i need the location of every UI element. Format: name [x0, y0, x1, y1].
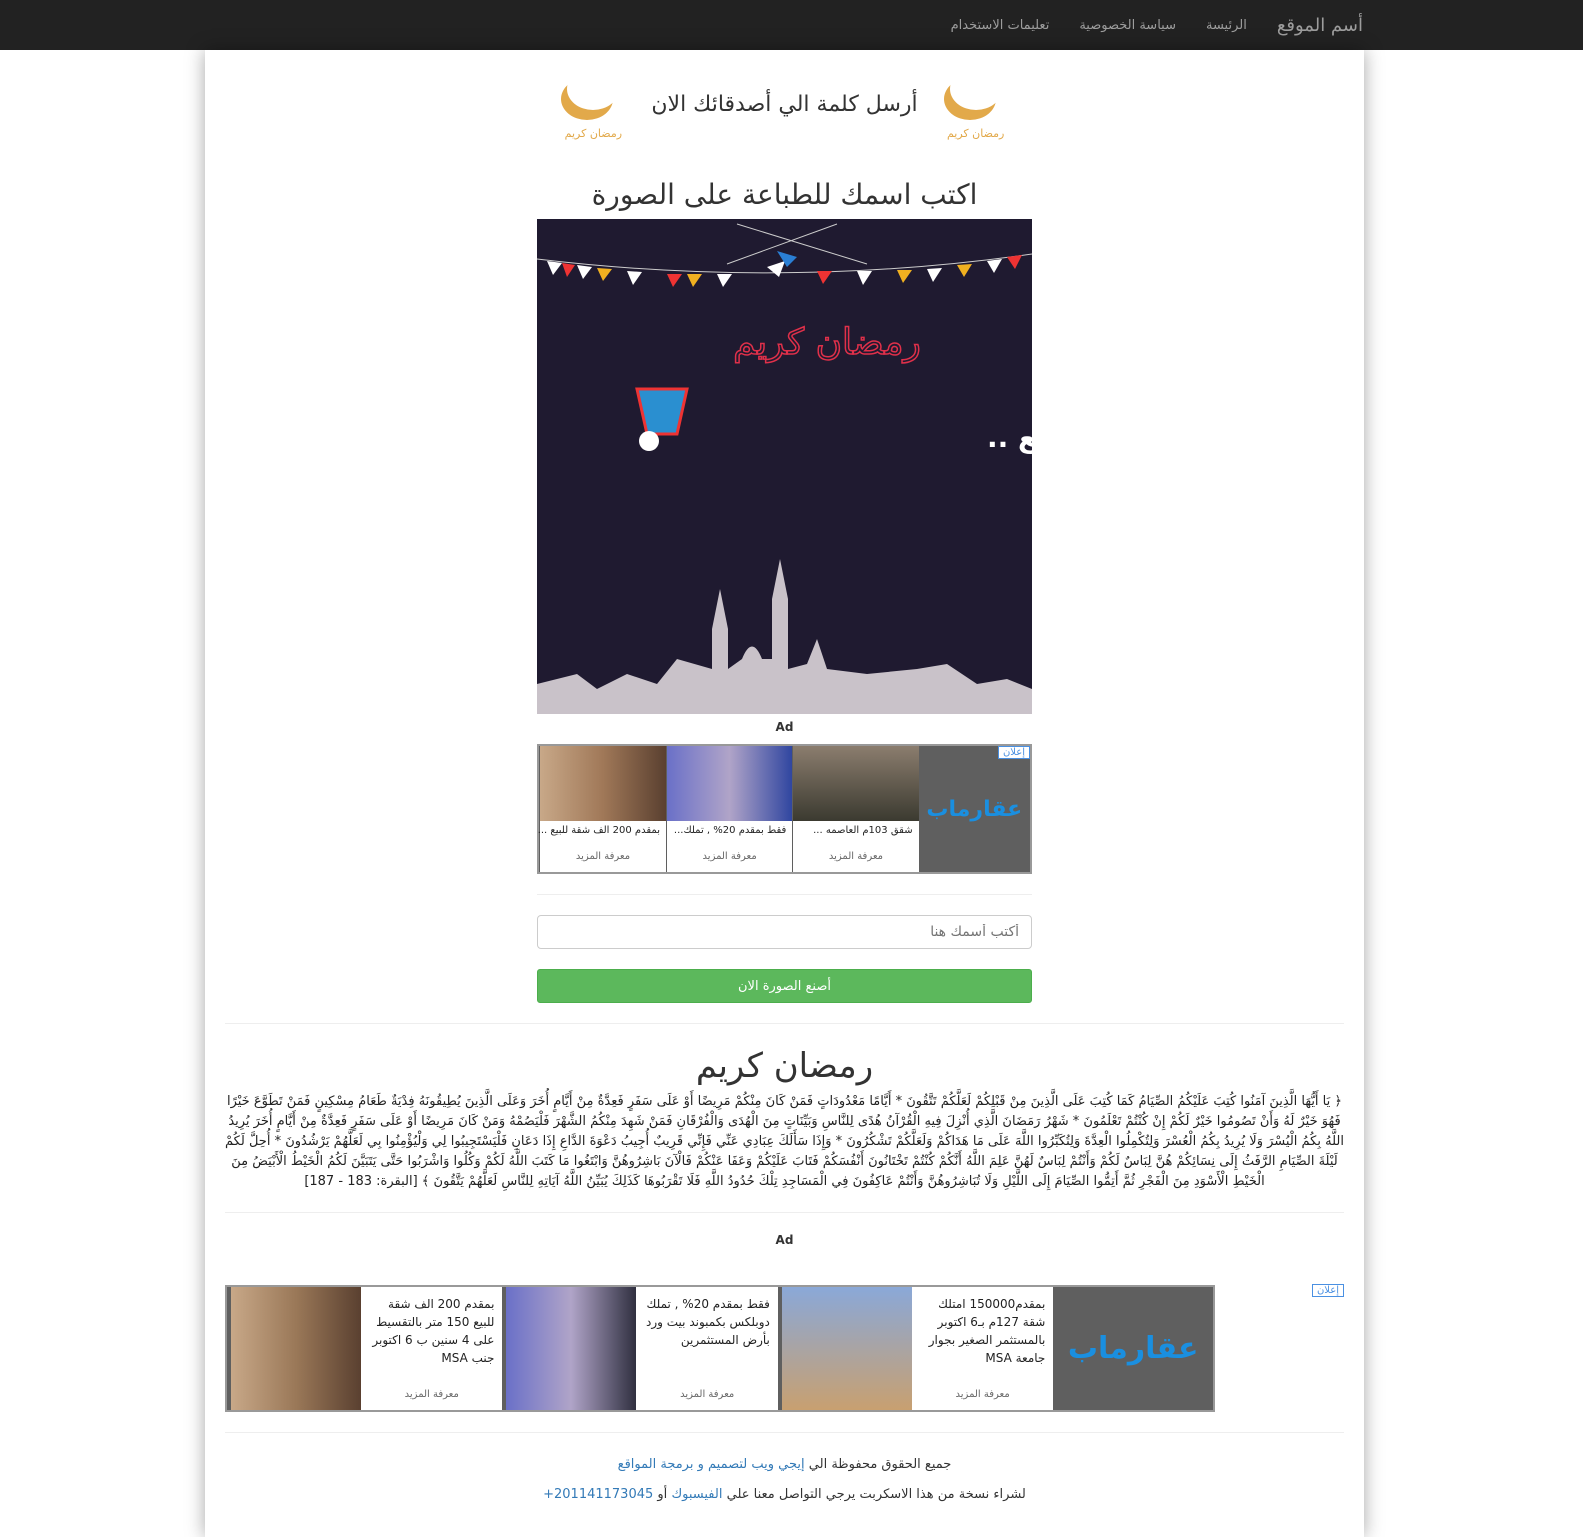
- card-title: رمضان كريم: [733, 322, 921, 363]
- ad-choices-tag[interactable]: إعلان: [1312, 1284, 1344, 1297]
- ramadan-title: رمضان كريم: [695, 1046, 874, 1086]
- ad-item[interactable]: بمقدم 200 الف شقة للبيع 150 متر بالتقسيط على 4 سنين ب 6 اكتوبر جنب MSA معرفة المزيد: [231, 1287, 502, 1410]
- ramadan-card-image: [537, 219, 1239, 714]
- company-link[interactable]: إيجي ويب لتصميم و برمجة المواقع: [617, 1457, 805, 1472]
- footer: جميع الحقوق محفوظة الي إيجي ويب لتصميم و برمجة المواقع لشراء نسخة من هذا الاسكربت يرجي التواصل معنا علي الفيسبوك أو +201141173045: [543, 1457, 1026, 1502]
- bunting-flags: [537, 224, 1032, 287]
- phone-link[interactable]: +201141173045: [543, 1487, 654, 1502]
- brand-link[interactable]: أسم الموقع: [1276, 14, 1363, 36]
- ad-label: Ad: [775, 720, 794, 734]
- navbar: [0, 0, 1583, 50]
- page-title: أرسل كلمة الي أصدقائك الان: [651, 91, 918, 117]
- ad-choices-tag[interactable]: إعلان: [998, 746, 1030, 759]
- mosque-skyline: [537, 559, 1032, 714]
- crescent-moon-icon: رمضان كريم: [557, 68, 629, 140]
- ad-logo[interactable]: عقارماب: [1067, 1331, 1199, 1366]
- nav-home[interactable]: الرئيسة: [1205, 17, 1247, 33]
- section-heading: اكتب اسمك للطباعة على الصورة: [591, 178, 978, 211]
- divider: [225, 1212, 1344, 1213]
- create-image-button[interactable]: أصنع الصورة الان: [537, 969, 1032, 1003]
- ad-item[interactable]: فقط بمقدم 20% , تملك... معرفة المزيد: [667, 746, 792, 872]
- divider: [537, 894, 1032, 895]
- quran-verse: ﴿ يَا أَيُّهَا الَّذِينَ آمَنُوا كُتِبَ عَلَيْكُمُ الصِّيَامُ كَمَا كُتِبَ عَلَى الَّذِينَ مِنْ قَبْلِكُمْ لَعَلَّكُمْ تَتَّقُونَ * أَيَّامًا مَعْدُودَاتٍ فَمَنْ كَانَ مِنْكُمْ مَرِيضًا أَوْ عَلَى سَفَرٍ فَعِدَّةٌ مِنْ أَيَّامٍ أُخَرَ وَعَلَى الَّذِينَ يُطِيقُونَهُ فِدْيَةٌ طَعَامُ مِسْكِينٍ فَمَنْ تَطَوَّعَ خَيْرًا فَهُوَ خَيْرٌ لَهُ وَأَنْ تَصُومُوا خَيْرٌ لَكُمْ إِنْ كُنْتُمْ تَعْلَمُونَ * شَهْرُ رَمَضَانَ الَّذِي أُنْزِلَ فِيهِ الْقُرْآنُ هُدًى لِلنَّاسِ وَبَيِّنَاتٍ مِنَ الْهُدَى وَالْفُرْقَانِ فَمَنْ شَهِدَ مِنْكُمُ الشَّهْرَ فَلْيَصُمْهُ وَمَنْ كَانَ مَرِيضًا أَوْ عَلَى سَفَرٍ فَعِدَّةٌ مِنْ أَيَّامٍ أُخَرَ يُرِيدُ اللَّهُ بِكُمُ الْيُسْرَ وَلَا يُرِيدُ بِكُمُ الْعُسْرَ وَلِتُكْمِلُوا الْعِدَّةَ وَلِتُكَبِّرُوا اللَّهَ عَلَى مَا هَدَاكُمْ وَلَعَلَّكُمْ تَشْكُرُونَ * وَإِذَا سَأَلَكَ عِبَادِي عَنِّي فَإِنِّي قَرِيبٌ أُجِيبُ دَعْوَةَ الدَّاعِ إِذَا دَعَانِ فَلْيَسْتَجِيبُوا لِي وَلْيُؤْمِنُوا بِي لَعَلَّهُمْ يَرْشُدُونَ * أُحِلَّ لَكُمْ لَيْلَةَ الصِّيَامِ الرَّفَثُ إِلَى نِسَائِكُمْ هُنَّ لِبَاسٌ لَكُمْ وَأَنْتُمْ لِبَاسٌ لَهُنَّ عَلِمَ اللَّهُ أَنَّكُمْ كُنْتُمْ تَخْتَانُونَ أَنْفُسَكُمْ فَتَابَ عَلَيْكُمْ وَعَفَا عَنْكُمْ فَالْآنَ بَاشِرُوهُنَّ وَابْتَغُوا مَا كَتَبَ اللَّهُ لَكُمْ وَكُلُوا وَاشْرَبُوا حَتَّى يَتَبَيَّنَ لَكُمُ الْخَيْطُ الْأَبْيَضُ مِنَ الْخَيْطِ الْأَسْوَدِ مِنَ الْفَجْرِ ثُمَّ أَتِمُّوا الصِّيَامَ إِلَى اللَّيْلِ وَلَا تُبَاشِرُوهُنَّ وَأَنْتُمْ عَاكِفُونَ فِي الْمَسَاجِدِ تِلْكَ حُدُودُ اللَّهِ فَلَا تَقْرَبُوهَا كَذَلِكَ يُبَيِّنُ اللَّهُ آيَاتِهِ لِلنَّاسِ لَعَلَّهُمْ يَتَّقُونَ ﴾ [البقرة: 183 - 187]: [225, 1094, 1344, 1189]
- page-header: [205, 68, 1364, 140]
- ad-item[interactable]: بمقدم150000 امتلك شقة 127م بـ6 اكتوبر بالمستثمر الصغير بجوار جامعة MSA معرفة المزيد: [782, 1287, 1053, 1410]
- divider: [225, 1023, 1344, 1024]
- nav-terms[interactable]: تعليمات الاستخدام: [950, 17, 1050, 33]
- ad-item[interactable]: شقق 103م العاصمه ... معرفة المزيد: [793, 746, 918, 872]
- divider: [225, 1432, 1344, 1433]
- name-input[interactable]: [537, 915, 1032, 949]
- main-container: [205, 50, 1364, 1537]
- ad-label: Ad: [775, 1233, 794, 1247]
- facebook-link[interactable]: الفيسبوك: [671, 1487, 723, 1502]
- crescent-moon-icon: رمضان كريم: [940, 68, 1012, 140]
- card-text: رمضان أحلى مع ..: [987, 421, 1239, 454]
- ad-logo[interactable]: عقارماب: [926, 796, 1023, 822]
- ad-item[interactable]: بمقدم 200 الف شقة للبيع ... معرفة المزيد: [540, 746, 666, 872]
- ad-item[interactable]: فقط بمقدم 20% , تملك دوبلكس بكمبوند بيت ورد بأرض المستثمرين معرفة المزيد: [506, 1287, 777, 1410]
- ad-banner-top[interactable]: [537, 744, 1032, 874]
- nav-privacy[interactable]: سياسة الخصوصية: [1079, 17, 1176, 33]
- ad-banner-bottom[interactable]: [225, 1285, 1215, 1412]
- lantern-icon: [637, 389, 687, 451]
